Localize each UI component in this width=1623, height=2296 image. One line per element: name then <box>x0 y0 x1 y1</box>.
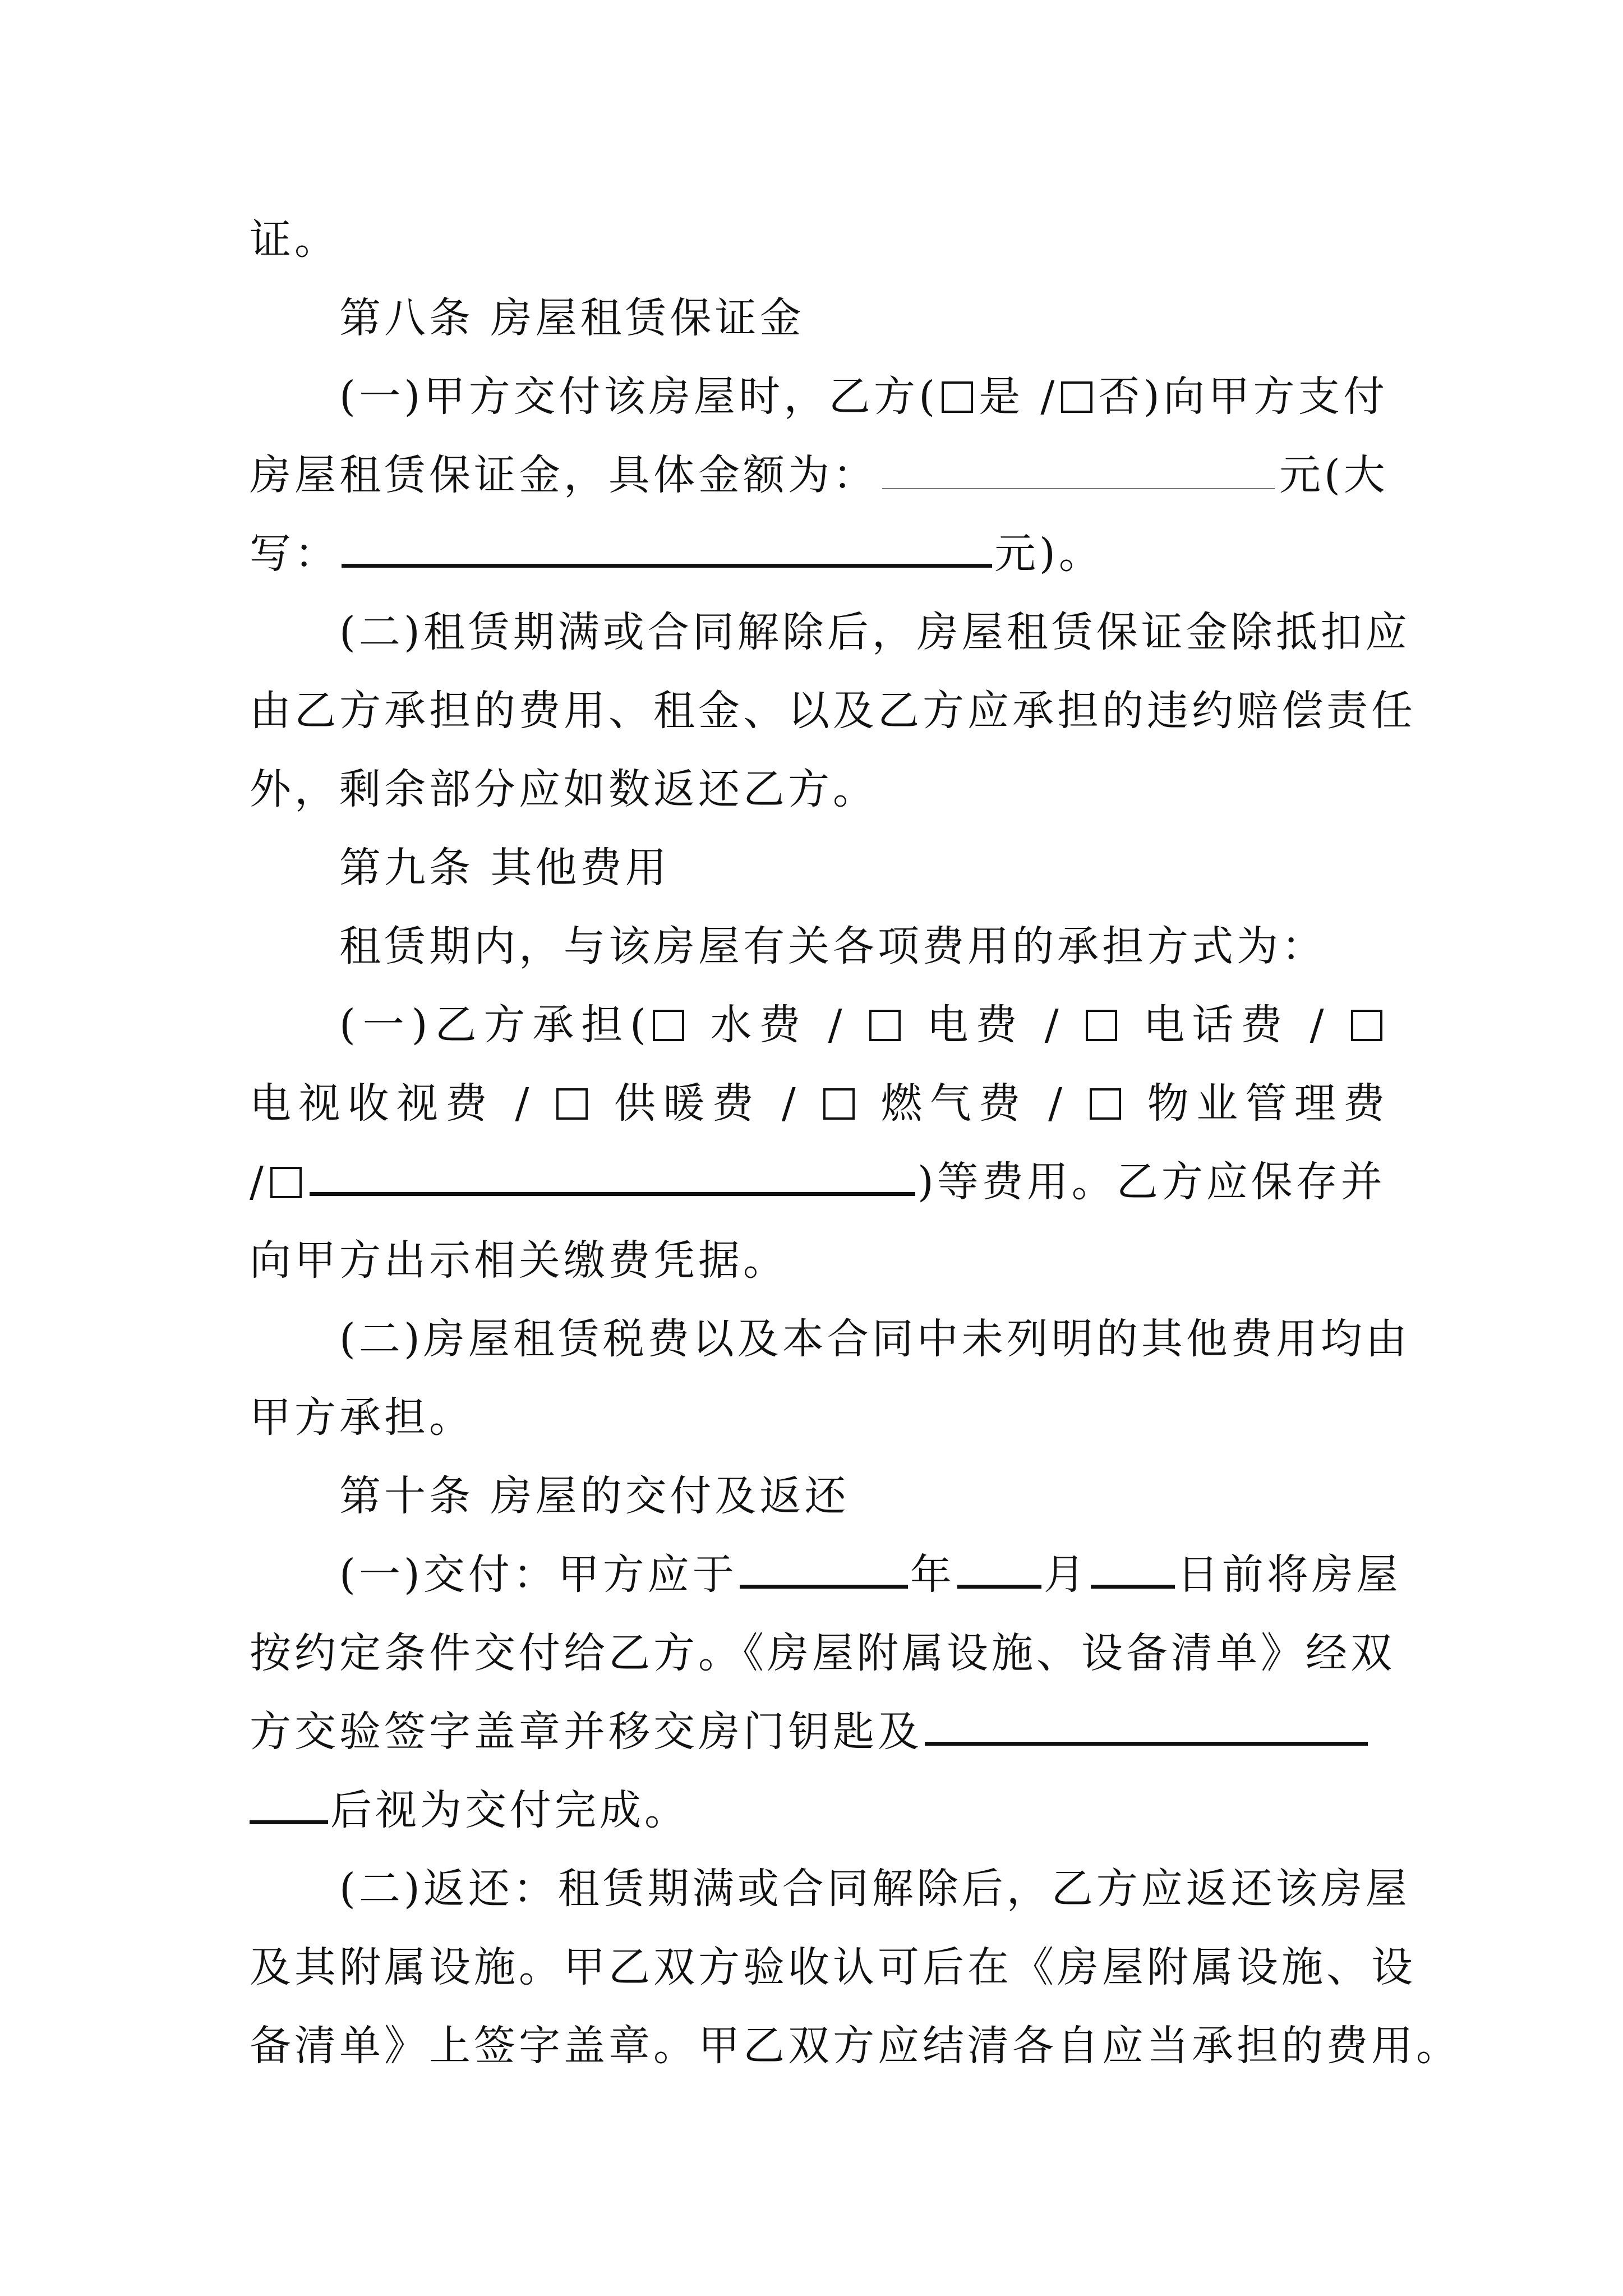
text: 水费 / <box>689 1001 866 1049</box>
heading-text: 第八条 房屋租赁保证金 <box>339 294 805 342</box>
paragraph-line <box>250 1936 1416 1998</box>
text: 电费 / <box>906 1001 1083 1049</box>
paragraph-line <box>250 1779 1388 1841</box>
text: 按约定条件交付给乙方。《房屋附属设施、设备清单》经双 <box>250 1629 1395 1677</box>
text: 日前将房屋 <box>1177 1550 1401 1599</box>
checkbox-icon[interactable] <box>1086 1010 1117 1041</box>
delivery-day-blank[interactable] <box>1091 1548 1175 1589</box>
text: 向甲方出示相关缴费凭据。 <box>250 1236 788 1285</box>
text: 物业管理费 <box>1126 1079 1389 1128</box>
text: 写： <box>250 530 339 578</box>
text: 证。 <box>250 215 339 264</box>
paragraph-line <box>250 1230 1388 1291</box>
checkbox-icon[interactable] <box>1061 381 1092 413</box>
paragraph-line <box>250 1622 1395 1684</box>
checkbox-icon[interactable] <box>1351 1010 1382 1041</box>
paragraph-line <box>250 1151 1388 1213</box>
text: 外，剩余部分应如数返还乙方。 <box>250 765 878 813</box>
text: 房屋租赁保证金，具体金额为： <box>250 451 878 499</box>
paragraph-line <box>339 1544 1401 1605</box>
text: 否)向甲方支付 <box>1098 372 1388 421</box>
delivery-month-blank[interactable] <box>957 1548 1041 1589</box>
heading-text: 第十条 房屋的交付及返还 <box>339 1472 850 1520</box>
text: (二)返还：租赁期满或合同解除后，乙方应返还该房屋 <box>339 1865 1410 1913</box>
paragraph-line <box>339 366 1388 427</box>
checkbox-icon[interactable] <box>942 381 973 413</box>
paragraph-line <box>250 1701 1388 1763</box>
text: 由乙方承担的费用、租金、以及乙方应承担的违约赔偿责任 <box>250 687 1416 735</box>
paragraph-line <box>250 2015 1461 2077</box>
checkbox-icon[interactable] <box>556 1088 588 1120</box>
paragraph-line <box>250 1073 1388 1134</box>
paragraph-line <box>339 915 1388 977</box>
text: 方交验签字盖章并移交房门钥匙及 <box>250 1708 923 1756</box>
text: 是 / <box>979 372 1058 421</box>
other-fee-blank[interactable] <box>310 1155 915 1196</box>
paragraph-line <box>339 994 1388 1056</box>
paragraph-line <box>339 1858 1410 1920</box>
handover-items-blank-continued[interactable] <box>250 1783 328 1824</box>
deposit-amount-words-blank[interactable] <box>342 527 992 568</box>
checkbox-icon[interactable] <box>270 1167 302 1198</box>
text: (一)甲方交付该房屋时，乙方( <box>339 372 939 421</box>
text: 及其附属设施。甲乙双方验收认可后在《房屋附属设施、设 <box>250 1943 1416 1991</box>
text: 月 <box>1043 1550 1089 1599</box>
text: (二)房屋租赁税费以及本合同中未列明的其他费用均由 <box>339 1315 1410 1363</box>
paragraph-line <box>250 680 1416 742</box>
text: 供暖费 / <box>593 1079 820 1128</box>
text: 电视收视费 / <box>250 1079 554 1128</box>
paragraph-line <box>250 1387 1388 1448</box>
text: 元)。 <box>994 530 1104 578</box>
deposit-amount-blank[interactable] <box>882 447 1275 489</box>
handover-items-blank[interactable] <box>925 1705 1368 1746</box>
text: 甲方承担。 <box>250 1393 474 1442</box>
text: (二)租赁期满或合同解除后，房屋租赁保证金除抵扣应 <box>339 608 1410 656</box>
delivery-year-blank[interactable] <box>740 1548 908 1589</box>
text: 年 <box>910 1550 955 1599</box>
section-heading-article-9 <box>339 837 1388 899</box>
paragraph-line <box>250 444 1388 506</box>
section-heading-article-8 <box>339 287 1388 349</box>
paragraph-line <box>339 1308 1410 1370</box>
text: )等费用。乙方应保存并 <box>917 1158 1386 1206</box>
checkbox-icon[interactable] <box>823 1088 855 1120</box>
paragraph-line <box>250 523 1388 585</box>
text: / <box>250 1158 267 1206</box>
text: 后视为交付完成。 <box>330 1786 689 1834</box>
text: (一)乙方承担( <box>339 1001 649 1049</box>
paragraph-line <box>250 209 1388 270</box>
text: 元(大 <box>1279 451 1389 499</box>
checkbox-icon[interactable] <box>653 1010 684 1041</box>
heading-text: 第九条 其他费用 <box>339 844 670 892</box>
text: 燃气费 / <box>860 1079 1086 1128</box>
text: 备清单》上签字盖章。甲乙双方应结清各自应当承担的费用。 <box>250 2022 1461 2070</box>
text: 租赁期内，与该房屋有关各项费用的承担方式为： <box>339 922 1326 970</box>
checkbox-icon[interactable] <box>1090 1088 1121 1120</box>
paragraph-line <box>339 601 1410 663</box>
text: 电话费 / <box>1123 1001 1348 1049</box>
text: (一)交付：甲方应于 <box>339 1550 737 1599</box>
section-heading-article-10 <box>339 1465 1388 1527</box>
checkbox-icon[interactable] <box>869 1010 901 1041</box>
paragraph-line <box>250 758 1388 820</box>
